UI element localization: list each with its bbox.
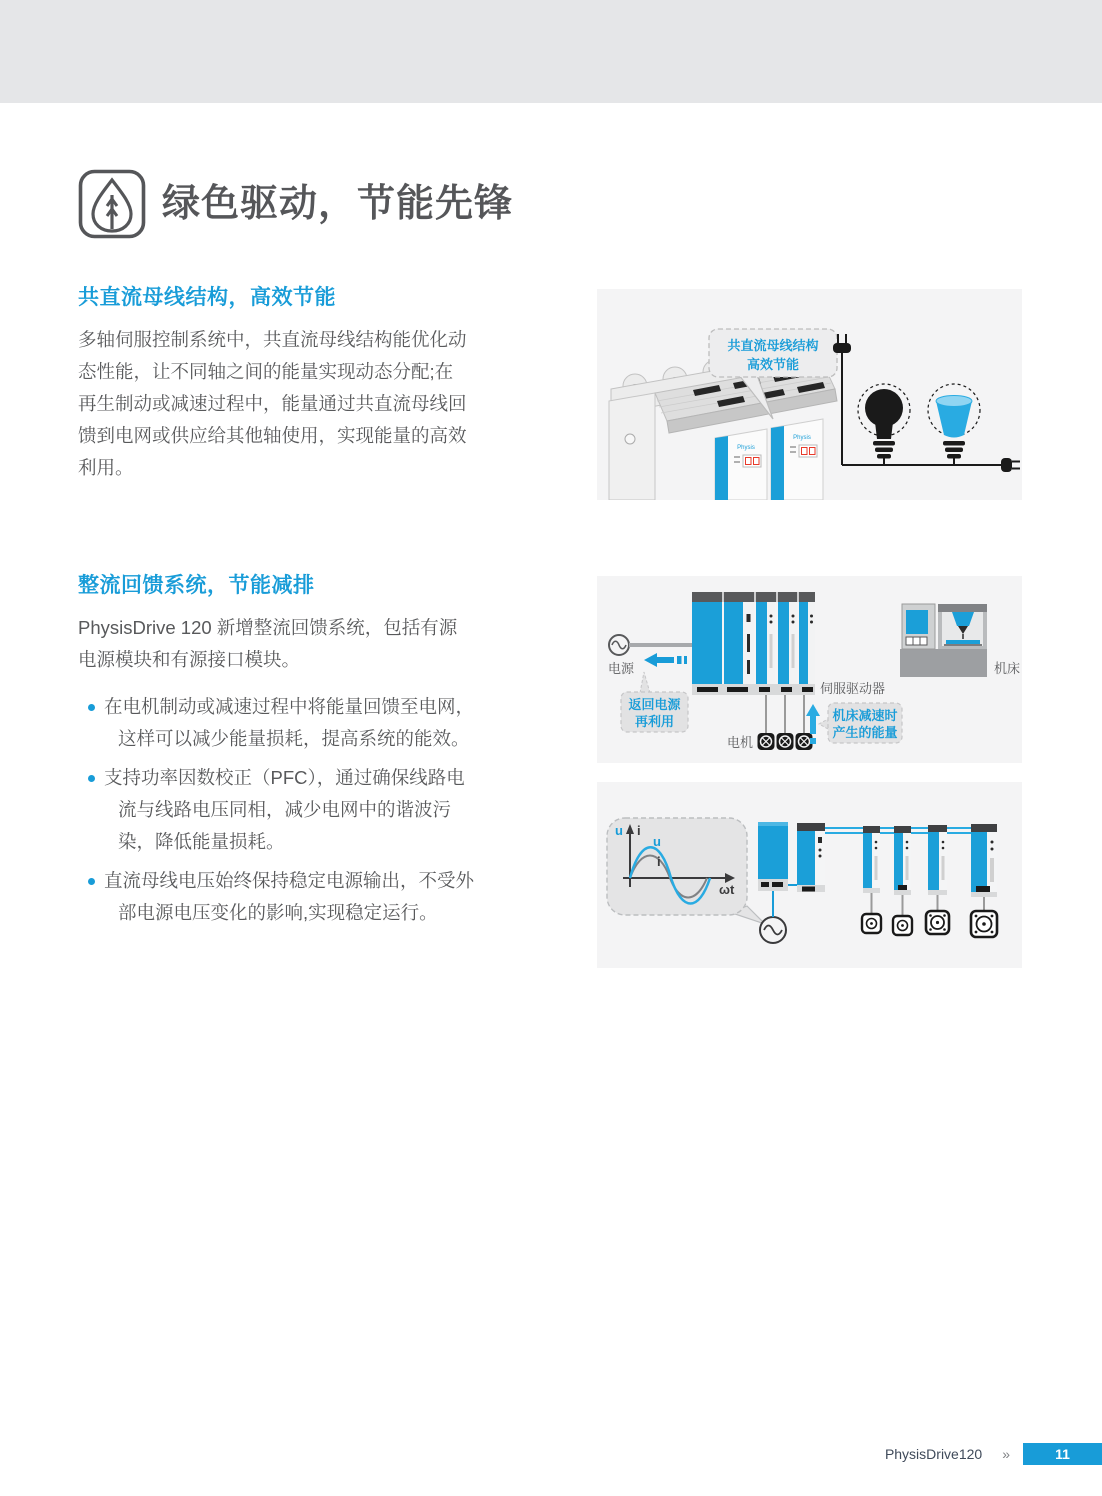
section-heading: 共直流母线结构，高效节能 [78,286,336,309]
callout-line-1: 共直流母线结构 [727,338,819,353]
callout-line-2: 高效节能 [746,357,800,372]
motor-icon [862,914,881,933]
footer-separator: » [1002,1446,1010,1462]
axis-i-label: i [637,823,641,838]
drive-logo: Physis [737,445,755,451]
omega-t-label: ωt [719,882,735,897]
callout-machine-energy [819,703,902,743]
waveform-bubble [607,818,765,924]
page-number: 11 [1055,1446,1070,1462]
footer-product-name: PhysisDrive120 [884,1446,983,1462]
page-title: 绿色驱动，节能先锋 [162,183,514,225]
bullet-list [78,691,478,929]
callout-line-1: 返回电源 [628,697,681,712]
callout-line-2: 再利用 [634,714,675,729]
section-heading: 整流回馈系统，节能减排 [78,574,315,597]
curve-i-label: i [657,854,661,869]
callout-line-1: 机床减速时 [832,708,898,723]
machine-label: 机床 [994,661,1021,676]
curve-u-label: u [653,834,661,849]
top-gray-band [0,0,1102,103]
machine-tool-icon [900,604,987,677]
power-source-label: 电源 [608,661,635,676]
figure-common-dc-bus [597,289,1022,500]
motor-icon [758,733,775,750]
motor-icon [796,733,813,750]
section-body: PhysisDrive 120 新增整流回馈系统，包括有源电源模块和有源接口模块。 [78,617,458,670]
bullet-item: 支持功率因数校正（PFC），通过确保线路电流与线路电压同相，减少电网中的谐波污染，降低能量损耗。 [78,762,478,858]
bullet-item: 在电机制动或减速过程中将能量回馈至电网，这样可以减少能量损耗，提高系统的能效。 [78,691,478,755]
leaf-icon [78,169,146,239]
page-header [78,168,513,240]
servo-drive-stack [692,592,815,695]
page-footer [885,1443,1102,1465]
motor-label: 电机 [726,735,753,750]
page-number-box [1023,1443,1102,1465]
section-common-dc-bus [78,281,540,484]
ac-source-icon [760,917,786,943]
section-regen-feedback [78,569,540,936]
section-body: 多轴伺服控制系统中，共直流母线结构能优化动态性能，让不同轴之间的能量实现动态分配;在再生制动或减速过程中，能量通过共直流母线回馈到电网或供应给其他轴使用，实现能量的高效利用。 [78,329,467,478]
callout-line-2: 产生的能量 [832,725,898,740]
figure-pfc-waveform [597,782,1022,968]
drive-logo: Physis [793,435,811,441]
axis-u-label: u [615,823,623,838]
figure-regen-system [597,576,1022,763]
bullet-item: 直流母线电压始终保持稳定电源输出，不受外部电源电压变化的影响,实现稳定运行。 [78,865,478,929]
servo-drive-label: 伺服驱动器 [820,681,886,696]
motor-icon [971,911,997,937]
motor-icon [926,911,949,934]
motor-icon [777,733,794,750]
motor-icon [893,916,912,935]
